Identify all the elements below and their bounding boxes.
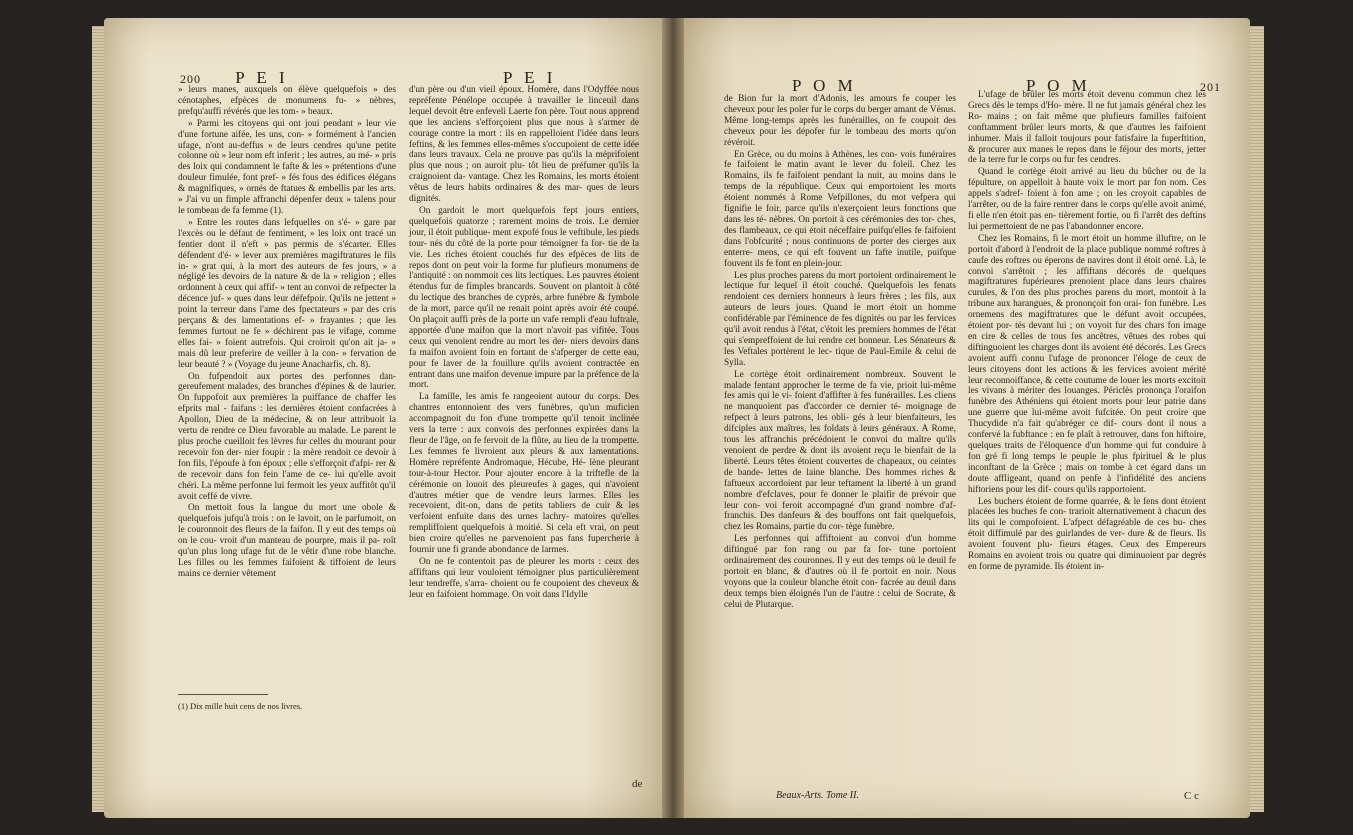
paragraph: » leurs manes, auxquels on élève quelquefois » des cénotaphes, efpèces de monumens fu- » nèbres, prefqu'auffi révérés que les tom- » beaux.: [178, 85, 396, 117]
footnote: (1) Dix mille huit cens de nos livres.: [178, 701, 303, 711]
left-head-title-b: P E I: [503, 68, 557, 87]
signature-line: Beaux-Arts. Tome II.: [776, 790, 859, 801]
paragraph: » Parmi les citoyens qui ont joui pendant » leur vie d'une fortune aifée, les uns, con- » formément à l'ancien ufage, n'ont au-deffus » de leurs cendres qu'une petite colonne où » leur nom eft inferit ; les autres, au mé- » pris des loix qui condamnent le fafte & les » prétentions d'une douleur fimulée, font pref- » fés fous des édifices élégans & magnifiques, » ornés de ftatues & embellis par les arts. » J'ai vu un fimple affranchi dépenfer deux » talens pour le tombeau de fa femme (1).: [178, 118, 396, 216]
paragraph: On fufpendoit aux portes des perfonnes dan- gereufement malades, des branches d'épines & de laurier. On fuppofoit aux premières la puiffance de chaffer les efprits mal - faifans : les dernières étoient confacrées à Apollon, Dieu de la médecine, & on leur attribuoit la vertu de rendre ce Dieu favorable au malade. Le parent le plus proche cueilloit fes lèvres fur celles du mourant pour recevoir fon der- nier foupir : la mère rendoit ce devoir à fon fils, l'époufe à fon époux ; elle s'efforçoit d'afpi- rer & de recevoir dans fon fein l'ame de ce- lui qu'elle avoit chéri. La même perfonne lui fermoit les yeux auffitôt qu'il avoit ceffé de vivre.: [178, 371, 396, 502]
paragraph: On mettoit fous la langue du mort une obole & quelquefois jufqu'à trois : on le lavoit, on le parfumoit, on le couronnoit des fleurs de la faifon. Il y eut des temps où on le cou- vroit d'un manteau de pourpre, mais il pa- roît qu'un plus long ufage fut de le vêtir d'une robe blanche. Les filles ou les femmes faifoient & tiffoient de leurs mains ce dernier vêtement: [178, 503, 396, 579]
paragraph: L'ufage de brûler les morts étoit devenu commun chez les Grecs dès le temps d'Ho- mère. Il ne fut jamais général chez les Ro- mains ; on fait même que plufieurs familles faifoient conftamment brûler leurs morts, & que d'autres les faifoient inhumer. Mais il falloit toujours pour fatisfaire la fuperftition, & procurer aux manes le repos dans le féjour des morts, jetter de la terre fur le corps ou fur fes cendres.: [968, 90, 1206, 166]
paragraph: La famille, les amis fe rangeoient autour du corps. Des chantres entonnoient des vers funèbres, qu'un muficien accompagnoit du fon d'une trompette qu'il tenoit inclinée vers la terre : aux convois des perfonnes expirées dans la fleur de l'âge, on fe fervoit de la flûte, au lieu de la trompette. Les femmes fe livroient aux pleurs & aux lamentations. Homère repréfente Andromaque, Hécube, Hé- lène pleurant tour-à-tour Hector. Pour ajouter encore à la triftefle de la cérémonie on louoit des pleureufes à gages, qui n'avoient d'autres métier que de vendre leurs larmes. Elles les recevoient, dit-on, dans de petits tabliers de cuir & les verfoient enfuite dans des urnes lachry- matoires qu'elles rempliffoient quelquefois à moitié. Si cela eft vrai, on peut bien croire qu'elles ne parvenoient pas fans fupercherie à fournir une fi grande abondance de larmes.: [409, 392, 639, 556]
paragraph: Quand le cortège étoit arrivé au lieu du bûcher ou de la fépulture, on appelloit à haute voix le mort par fon nom. Ces appels s'adref- foient à fon ame ; on les croyoit capables de l'arrêter, ou de la faire rentrer dans le corps qu'elle avoit animé, fi elle n'en étoit pas en- tièrement fortie, ou fi l'arrêt des deftins lui permettoient de ne pas l'abandonner encore.: [968, 167, 1206, 232]
paragraph: Les buchers étoient de forme quarrée, & le fens dont étoient placées les buches fe con- trarioit alternativement à chacun des lits qui le compofoient. L'afpect défagréable de ces bu- ches étoit diffimulé par des guirlandes de ver- dure & de fleurs. Ils avoient fouvent plu- fieurs étages. Ceux des Empereurs Romains en avoient trois ou quatre qui diminuoient par degrés en forme de pyramide. Ils étoient in-: [968, 496, 1206, 572]
paragraph: Le cortège étoit ordinairement nombreux. Souvent le malade fentant approcher le terme de fa vie, prioit lui-même fes amis qui le vi- foient d'affifter à fes funérailles. Les cliens ne manquoient pas d'accorder ce dernier té- moignage de refpect à leurs patrons, les obli- gés à leur bienfaiteurs, les difciples aux maîtres, les foldats à leurs généraux. A Rome, tous les affranchis précédoient le convoi du maître qu'ils venoient de perdre & dont ils avoient reçu le bienfait de la liberté. Leurs têtes étoient couvertes de chapeaux, ou ceintes de bande- lettes de laine blanche. Des hommes riches & faftueux accordoient par leur teftament la liberté à un grand nombre d'efclaves, pour fe donner le plaifir de prévoir que leur con- voi feroit accompagné d'un grand nombre d'af- franchis. Des danfeurs & des bouffons ont fait quelquefois, chez les Romains, partie du cor- tège funèbre.: [724, 369, 956, 533]
left-column-2: [409, 85, 639, 602]
right-page-edges: [1250, 26, 1264, 812]
signature-mark: C c: [1184, 790, 1199, 802]
paragraph: de Bion fur la mort d'Adonis, les amours fe couper les cheveux pour les poler fur le corps du berger amant de Vénus. Même long-temps après les funérailles, on fe coupoit des cheveux pour les dépofer fur le tombeau des morts qu'on révéroit.: [724, 94, 956, 148]
left-page: [104, 18, 670, 818]
left-catchword: de: [632, 778, 643, 790]
paragraph: On ne fe contentoit pas de pleurer les morts : ceux des affiftans qui leur vouloient témoigner plus particulièrement leur tendreffe, s'arra- choient ou fe coupoient des cheveux & leur en faifoient hommage. On voit dans l'Idylle: [409, 556, 639, 600]
paragraph: En Grèce, ou du moins à Athènes, les con- vois funéraires fe faifoient le matin avant le lever du foleil. Chez les Romains, ils fe faifoient pendant la nuit, au moins dans le temps de la république. Ceux qui emportoient les morts étoient nommés à Rome Vefpillones, du mot vefpera qui fignifie le foir, parce qu'ils n'exerçoient leurs fonctions que dans les té- nèbres. On portoit à ces cérémonies des tor- ches, des flambeaux, ce qui étoit néceffaire puifqu'elles fe faifoient dans l'obfcurité ; nous continuons de porter des cierges aux enterre- mens, ce qui eft fouvent un fafte inutile, puifque fouvent ils fe font en plein-jour.: [724, 149, 956, 269]
left-column-1: [178, 85, 396, 581]
right-column-1: [724, 94, 956, 612]
paragraph: d'un père ou d'un vieil époux. Homère, dans l'Odyffée nous repréfente Pénélope occupée à travailler le linceuil dans lequel devoit être enfeveli Laerte fon père. Tout nous apprend que les anciens s'efforçoient plus que nous à s'armer de courage contre la mort : ils en rappelloient l'idée dans leurs feftins, & les femmes elles-mêmes s'occupoient de cette idée dans leurs travaux. Cela ne prouve pas qu'ils la méprifoient plus que nous ; on auroit plu- tôt lieu de préfumer qu'ils la craignoient da- vantage. Chez les Romains, les morts étoient vêtus de leurs habits ordinaires & des mar- ques de leurs dignités.: [409, 85, 639, 205]
right-column-2: [968, 90, 1206, 574]
paragraph: Les perfonnes qui affiftoient au convoi d'un homme diftingué par fon rang ou par fa for- tune portoient ordinairement des couronnes. Il y eut des temps où le deuil fe portoit en blanc, & d'autres où il fe portoit en noir. Nous voyons que la couleur blanche étoit con- facrée au deuil dans deux temps bien éloignés l'un de l'autre : celui de Socrate, & celui de Plutarque.: [724, 534, 956, 610]
left-head-title-a: P E I: [235, 68, 289, 87]
book-gutter: [662, 18, 684, 818]
paragraph: » Entre les routes dans lefquelles on s'é- » gare par l'excès ou le défaut de fentiment, » les loix ont tracé un fentier dont il n'eft » pas permis de s'écarter. Elles défendent d'é- » lever aux premières magiftratures le fils in- » grat qui, à la mort des auteurs de fes jours, » a négligé les devoirs de la nature & de la » religion ; elles ordonnent à ceux qui affif- » tent au convoi de refpecter la décence juf- » ques dans leur défefpoir. Qu'ils ne jettent » point la terreur dans l'ame des fpectateurs » par des cris perçans & des lamentations ef- » frayantes ; que les femmes furtout ne fe » déchirent pas le vifage, comme elles fai- » foient autrefois. Qui croiroit qu'on ait ja- » mais dû leur preferire de veiller à la con- » fervation de leur beauté ? » (Voyage du jeune Anacharfis, ch. 8).: [178, 217, 396, 370]
right-head-a: [792, 76, 857, 96]
left-page-edges: [92, 26, 104, 812]
left-page-number: 200: [180, 72, 201, 86]
right-head-title-b: P O M: [1026, 76, 1091, 95]
right-page-number: 201: [1199, 80, 1221, 94]
footnote-rule: [178, 694, 268, 695]
paragraph: On gardoit le mort quelquefois fept jours entiers, quelquefois quatorze ; rarement moins de trois. Le dernier jour, il étoit publique- ment expofé fous le veftibule, les pieds tour- nés du côté de la porte pour témoigner fa for- tie de la vie. Les riches étoient couchés fur des efpèces de lits de repos dont on peut voir la forme fur plufieurs monumens de l'antiquité : on nommoit ces lits lectiques. Les pauvres étoient étendus fur de fimples brancards. Souvent on plantoit à côté du lectique des branches de cyprès, arbre funèbre & fymbole de la mort, parce qu'il ne renait point après avoir été coupé. On plaçoit auffi près de la porte un vafe rempli d'eau luftrale, apportée d'une maifon que la mort n'avoit pas vifitée. Tous ceux qui venoient rendre au mort les der- niers devoirs dans fa maifon avoient foin en fortant de s'afperger de cette eau, pour fe laver de la fouillure qu'ils avoient contractée en entrant dans une maifon devenue impure par la préfence de la mort.: [409, 205, 639, 391]
paragraph: Les plus proches parens du mort portoient ordinairement le lectique fur lequel il étoit couché. Quelquefois les fenats rendoient ces derniers honneurs à leurs frères ; les fils, aux auteurs de leurs jours. Quand le mort étoit un homme confidérable par l'éminence de fes dignités ou par les fervices qu'il avoit rendus à l'état, c'étoit les premiers hommes de l'état qui s'empreffoient de lui rendre cet honneur. Les Sénateurs & les Veftales portèrent le lec- tique de Paul-Emile & celui de Sylla.: [724, 270, 956, 368]
paragraph: Chez les Romains, fi le mort étoit un homme illuftre, on le portoit d'abord à l'endroit de la place publique nommé roftres à caufe des roftres ou éperons de navires dont il étoit orné. Là, le convoi s'arrêtoit ; les affiftans décorés de quelques magiftratures fupérieures prenoient place dans leurs chaires curules, & l'on des plus proches parens du mort, montoit à la tribune aux harangues, & prononçoit fon orai- fon funèbre. Les ornemens des magiftratures que le défunt avoit occupées, étoient por- tés devant lui ; on voyoit fur des chars fon image en cire & celles de tous fes ancêtres, vêtues des robes qui diftinguoient les charges dont ils avoient été décorés. Les Grecs avoient auffi connu l'ufage de prononcer l'éloge de ceux de leurs citoyens dont les actions & les fervices avoient mérité leur reconnoiffance, & cette coutume de louer les morts excitoit les vivans à mériter des louanges. Périclès prononça l'oraifon funèbre des Athéniens qui étoient morts pour leur patrie dans une guerre que lui-même avoit fufcitée. On peut croire que Thucydide n'a fait qu'abréger ce dif- cours dont il nous a confervé la fubftance : en fe plaît à retrouver, dans fon hiftoire, quelques traits de l'éloquence d'un homme qui fut conduire à fon gré fi long temps le peuple le plus fpirituel & le plus inconftant de la Grèce ; mais on tombe à cet égard dans un doute affligeant, quand on penfe à l'infidélité des anciens hiftoriens pour les dif- cours qu'ils rapportoient.: [968, 233, 1206, 495]
right-head-title-a: P O M: [792, 76, 857, 95]
right-page: [676, 18, 1250, 818]
